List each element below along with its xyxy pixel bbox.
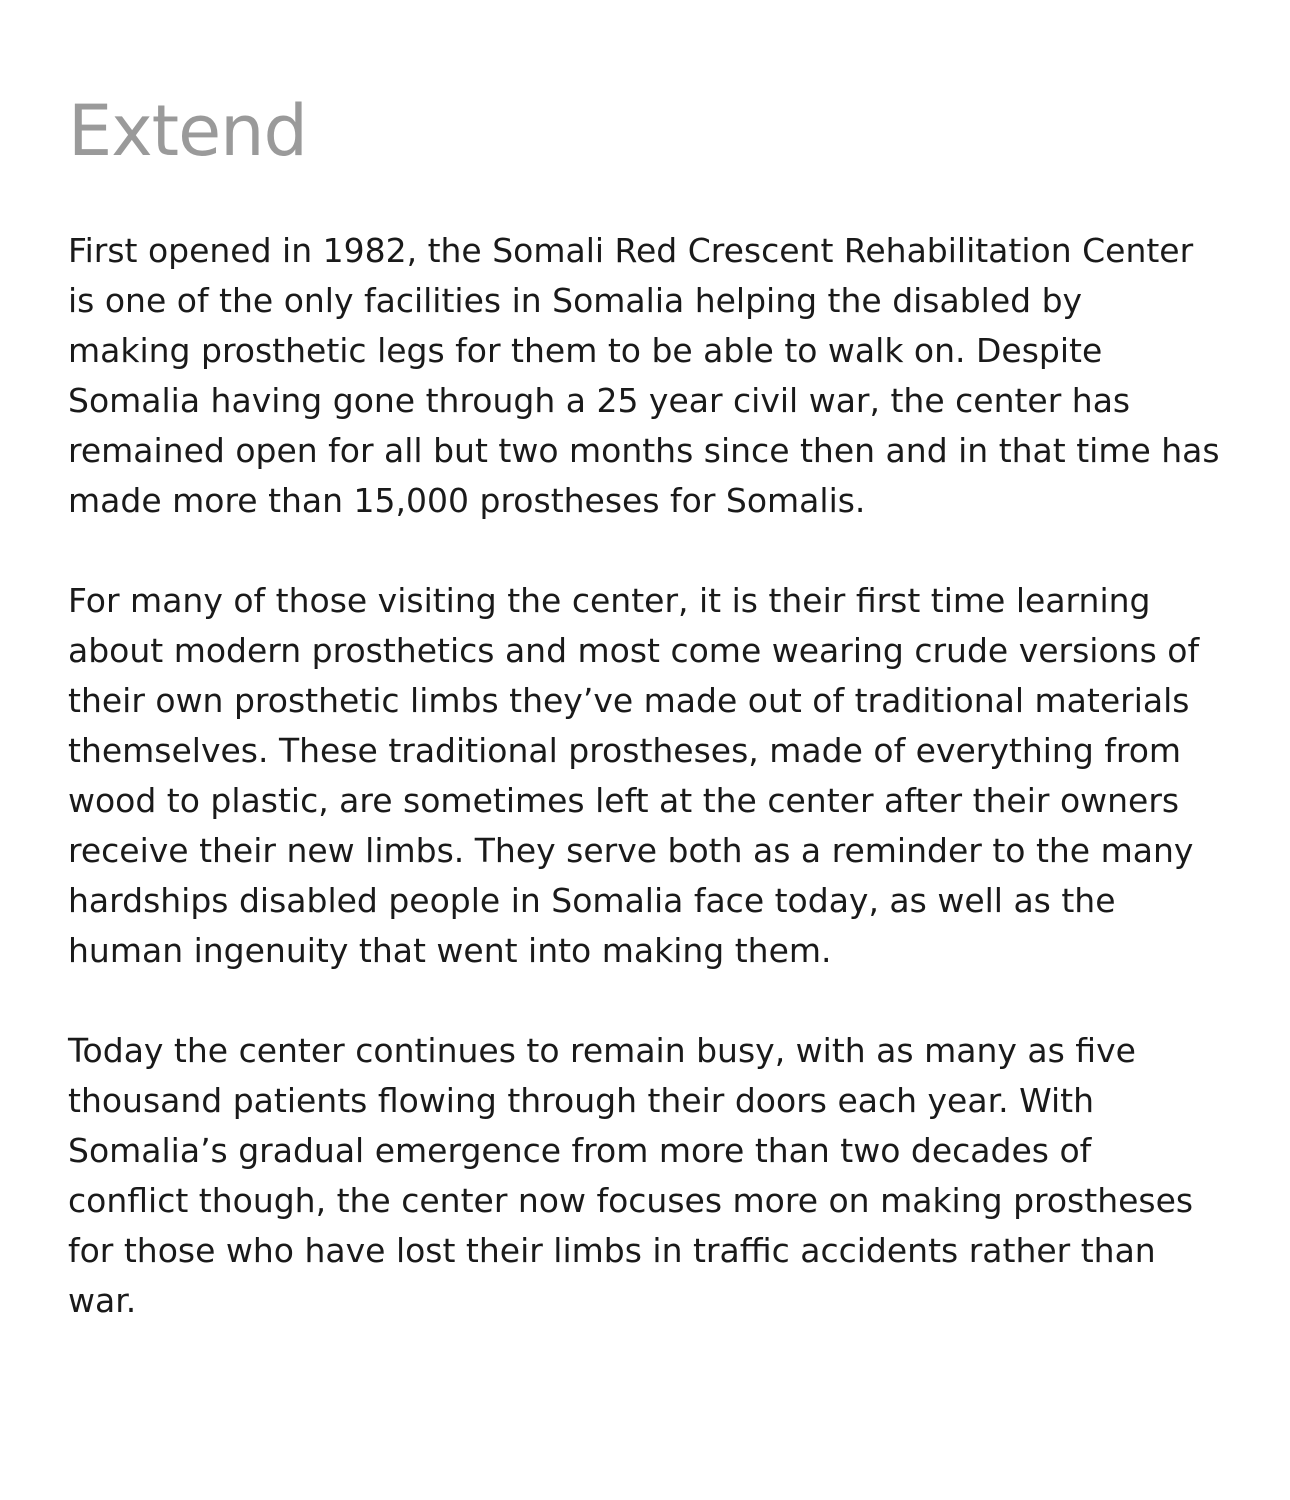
text-line: war.	[68, 1281, 137, 1320]
text-line: Today the center continues to remain busy, with as many as five	[68, 1031, 1136, 1070]
text-line: about modern prosthetics and most come wearing crude versions of	[68, 631, 1200, 670]
page-title: Extend	[68, 90, 307, 172]
document-page	[68, 90, 1220, 1376]
text-line: themselves. These traditional prostheses, made of everything from	[68, 731, 1182, 770]
text-line: their own prosthetic limbs they’ve made out of traditional materials	[68, 681, 1190, 720]
body-text	[68, 226, 1220, 1326]
text-line: made more than 15,000 prostheses for Somalis.	[68, 481, 866, 520]
text-line: wood to plastic, are sometimes left at the center after their owners	[68, 781, 1180, 820]
text-line: for those who have lost their limbs in traffic accidents rather than	[68, 1231, 1156, 1270]
text-line: conflict though, the center now focuses more on making prostheses	[68, 1181, 1194, 1220]
text-line: receive their new limbs. They serve both as a reminder to the many	[68, 831, 1194, 870]
text-line: remained open for all but two months since then and in that time has	[68, 431, 1220, 470]
text-line: Somalia’s gradual emergence from more than two decades of	[68, 1131, 1092, 1170]
text-line: For many of those visiting the center, it is their first time learning	[68, 581, 1151, 620]
text-line: human ingenuity that went into making them.	[68, 931, 832, 970]
paragraph-today	[68, 1026, 1208, 1326]
text-line: First opened in 1982, the Somali Red Crescent Rehabilitation Center	[68, 231, 1194, 270]
paragraph-history	[68, 226, 1220, 526]
paragraph-visitors	[68, 576, 1208, 976]
text-line: Somalia having gone through a 25 year civil war, the center has	[68, 381, 1131, 420]
text-line: hardships disabled people in Somalia face today, as well as the	[68, 881, 1116, 920]
text-line: thousand patients flowing through their doors each year. With	[68, 1081, 1095, 1120]
text-line: making prosthetic legs for them to be able to walk on. Despite	[68, 331, 1103, 370]
text-line: is one of the only facilities in Somalia helping the disabled by	[68, 281, 1083, 320]
